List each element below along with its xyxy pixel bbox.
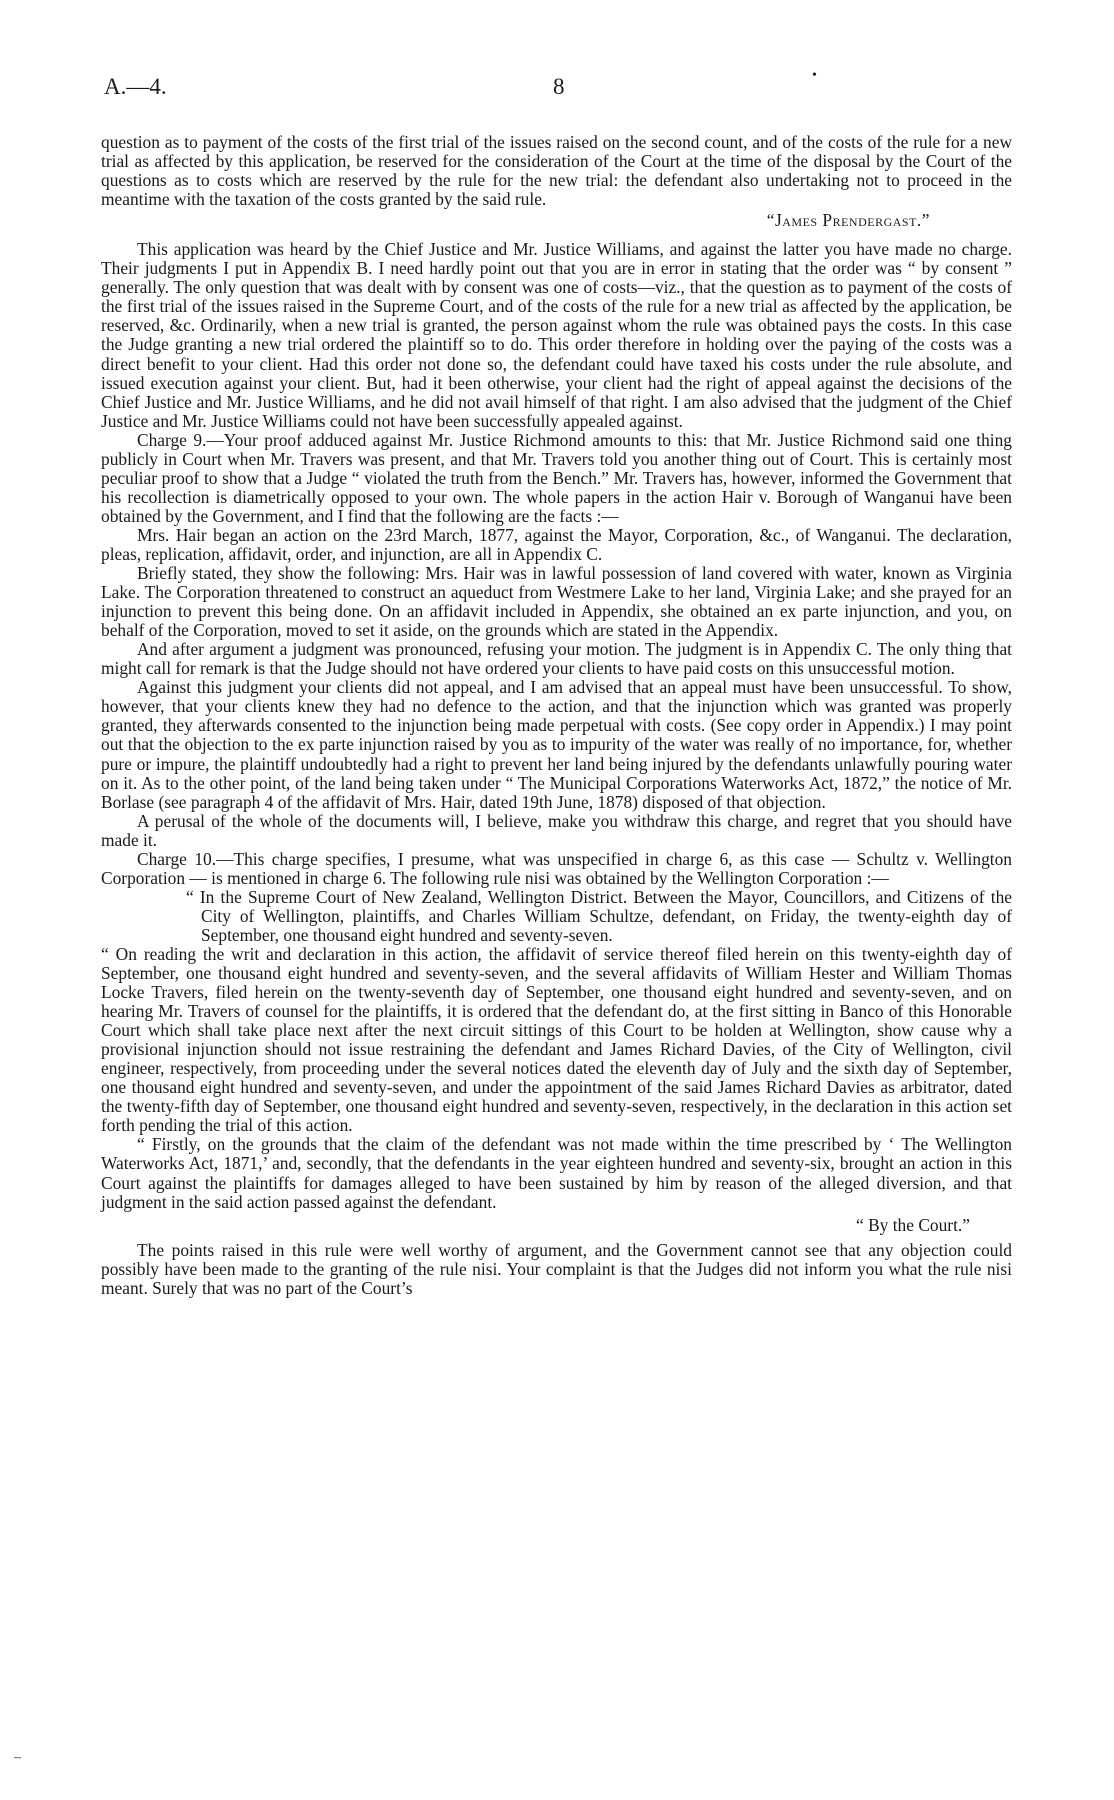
paragraph: And after argument a judgment was pronounced, refusing your motion. The judgment is in Appendix C. The only thing that might call for remark is that the Judge should not have ordered your clients to have paid costs on this unsuccessful motion. [101,639,1012,679]
paragraph: Mrs. Hair began an action on the 23rd March, 1877, against the Mayor, Corporation, &c., of Wanganui. The declaration, pleas, replication, affidavit, order, and injunction, are all in Appendix C. [101,524,1012,564]
paragraph-continuation: question as to payment of the costs of the first trial of the issues raised on the second count, and of the costs of the rule for a new trial as affected by this application, be reserved for the consideration of the Court at the time of the disposal by the Court of the questions as to costs which are reserved by the rule for the new trial: the defendant also undertaking not to proceed in the meantime with the taxation of the costs granted by the said rule. [101,132,1012,210]
document-reference: A.—4. [104,74,167,99]
print-mark: • [812,68,817,83]
paragraph: Against this judgment your clients did not appeal, and I am advised that an appeal must have been unsuccessful. To show, however, that your clients knew they had no defence to the action, and that the injunction which was granted was properly granted, they afterwards consented to the injunction being made perpetual with costs. (See copy order in Appendix.) I may point out that the objection to the ex parte injunction raised by you as to impurity of the water was really of no importance, for, whether pure or impure, the plaintiff undoubtedly had a right to prevent her land being injured by the defendants unlawfully pouring water on it. As to the other point, of the land being taken under “ The Municipal Corporations Waterworks Act, 1872,” the notice of Mr. Borlase (see paragraph 4 of the affidavit of Mrs. Hair, dated 19th June, 1878) disposed of that objection. [101,677,1012,812]
paragraph: The points raised in this rule were well worthy of argument, and the Government cannot see that any objection could possibly have been made to the granting of the rule nisi. Your complaint is that the Judges did not inform you what the rule nisi meant. Surely that was no part of the Court’s [101,1239,1012,1298]
quoted-grounds: “ Firstly, on the grounds that the claim of the defendant was not made within the time prescribed by ‘ The Wellington Waterworks Act, 1871,’ and, secondly, that the defendants in the year eighteen hundred and seventy-six, brought an action in this Court against the plaintiffs for damages alleged to have been sustained by him by reason of the alleged diversion, and that judgment in the said action passed against the defendant. [101,1134,1012,1212]
paragraph-charge-10: Charge 10.—This charge specifies, I presume, what was unspecified in charge 6, as this case — Schultz v. Wellington Corporation — is mentioned in charge 6. The following rule nisi was obtained by the Wellington Corporation :— [101,848,1012,888]
page-number: 8 [553,74,565,99]
quoted-order: “ On reading the writ and declaration in this action, the affidavit of service thereof filed herein on this twenty-eighth day of September, one thousand eight hundred and seventy-seven, and the several affidavits of William Hester and William Thomas Locke Travers, filed herein on the twenty-seventh day of September, one thousand eight hundred and seventy-seven, and on hearing Mr. Travers of counsel for the plaintiffs, it is ordered that the defendant do, at the first sitting in Banco of this Honorable Court which shall take place next after the next circuit sittings of this Court to be holden at Wellington, show cause why a provisional injunction should not issue restraining the defendant and James Richard Davies, of the City of Wellington, civil engineer, respectively, from proceeding under the several notices dated the eleventh day of July and the sixth day of September, one thousand eight hundred and seventy-seven, and under the appointment of the said James Richard Davies as arbitrator, dated the twenty-fifth day of September, one thousand eight hundred and seventy-seven, respectively, in the declaration in this action set forth pending the trial of this action. [101,943,1012,1136]
paragraph: A perusal of the whole of the documents will, I believe, make you withdraw this charge, and regret that you should have made it. [101,810,1012,850]
quoted-heading: “ In the Supreme Court of New Zealand, Wellington District. Between the Mayor, Councillors, and Citizens of the City of Wellington, plaintiffs, and Charles William Schultze, defendant, on Friday, the twenty-eighth day of September, one thousand eight hundred and seventy-seven. [186,886,1012,945]
margin-mark: – [14,1750,21,1765]
signature-prendergast: “James Prendergast.” [766,210,930,231]
paragraph-charge-9: Charge 9.—Your proof adduced against Mr. Justice Richmond amounts to this: that Mr. Justice Richmond said one thing publicly in Court when Mr. Travers was present, and that Mr. Travers told you another thing out of Court. This is certainly most peculiar proof to show that a Judge “ violated the truth from the Bench.” Mr. Travers has, however, informed the Government that his recollection is diametrically opposed to your own. The whole papers in the action Hair v. Borough of Wanganui have been obtained by the Government, and I find that the following are the facts :— [101,429,1012,526]
document-body [101,133,1012,1298]
signature-court: “ By the Court.” [856,1214,970,1235]
paragraph: This application was heard by the Chief Justice and Mr. Justice Williams, and against the latter you have made no charge. Their judgments I put in Appendix B. I need hardly point out that you are in error in stating that the order was “ by consent ” generally. The only question that was dealt with by consent was one of costs—viz., that the question as to payment of the costs of the first trial of the issues raised in the Supreme Court, and of the costs of the rule for a new trial as affected by the application, be reserved, &c. Ordinarily, when a new trial is granted, the person against whom the rule was obtained pays the costs. In this case the Judge granting a new trial ordered the plaintiff so to do. This order therefore in holding over the paying of the costs was a direct benefit to your client. Had this order not done so, the defendant could have taxed his costs under the rule absolute, and issued execution against your client. But, had it been otherwise, your client had the right of appeal against the decisions of the Chief Justice and Mr. Justice Williams, and he did not avail himself of that right. I am also advised that the judgment of the Chief Justice and Mr. Justice Williams could not have been successfully appealed against. [101,239,1012,431]
paragraph: Briefly stated, they show the following: Mrs. Hair was in lawful possession of land covered with water, known as Virginia Lake. The Corporation threatened to construct an aqueduct from Westmere Lake to her land, Virginia Lake; and she prayed for an injunction to prevent this being done. On an affidavit included in Appendix, she obtained an ex parte injunction, and you, on behalf of the Corporation, moved to set it aside, on the grounds which are stated in the Appendix. [101,563,1012,641]
